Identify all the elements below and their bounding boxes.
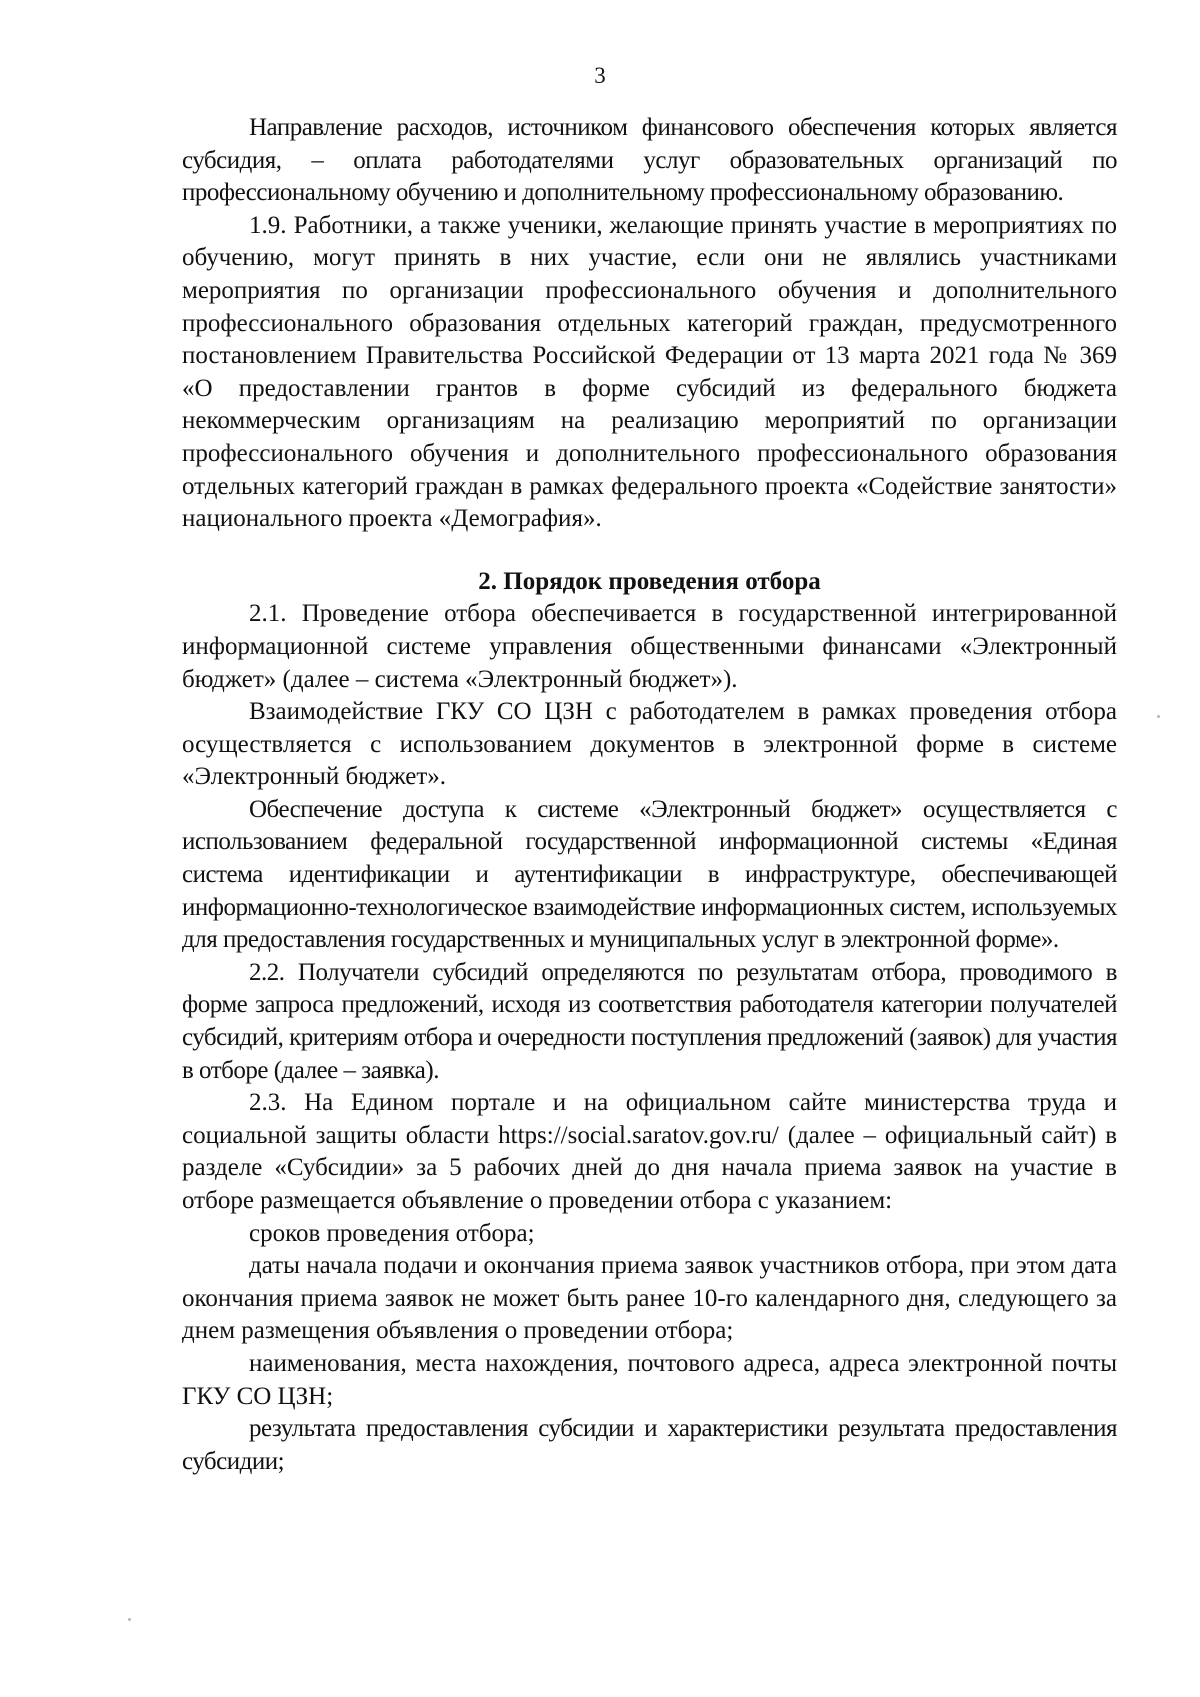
- paragraph-interaction: Взаимодействие ГКУ СО ЦЗН с работодателем в рамках проведения отбора осуществляется с использованием документов в электронной форме в системе «Электронный бюджет».: [182, 698, 1117, 791]
- list-item-dates: даты начала подачи и окончания приема заявок участников отбора, при этом дата окончания приема заявок не может быть ранее 10-го календарного дня, следующего за днем размещения объявления о проведении отбора;: [182, 1252, 1117, 1345]
- section-heading: 2. Порядок проведения отбора: [478, 567, 821, 595]
- document-body: [182, 112, 1117, 1478]
- list-item-terms: сроков проведения отбора;: [249, 1219, 535, 1247]
- scan-speck: [128, 1618, 131, 1621]
- scan-speck: [1157, 715, 1160, 718]
- paragraph-2-3: 2.3. На Едином портале и на официальном сайте министерства труда и социальной защиты области https://social.saratov.gov.ru/ (далее – официальный сайт) в разделе «Субсидии» за 5 рабочих дней до дня начала приема заявок на участие в отборе размещается объявление о проведении отбора с указанием:: [182, 1089, 1117, 1214]
- paragraph-2-1: 2.1. Проведение отбора обеспечивается в государственной интегрированной информационной системе управления общественными финансами «Электронный бюджет» (далее – система «Электронный бюджет»).: [182, 600, 1117, 693]
- paragraph-2-2: 2.2. Получатели субсидий определяются по результатам отбора, проводимого в форме запроса предложений, исходя из соответствия работодателя категории получателей субсидий, критериям отбора и очередности поступления предложений (заявок) для участия в отборе (далее – заявка).: [182, 958, 1117, 1084]
- paragraph-access: Обеспечение доступа к системе «Электронный бюджет» осуществляется с использованием федеральной государственной информационной системы «Единая система идентификации и аутентификации в инфраструктуре, обеспечивающей информационно-технологическое взаимодействие информационных систем, используемых для предоставления государственных и муниципальных услуг в электронной форме».: [182, 795, 1117, 954]
- page-number: 3: [594, 63, 606, 88]
- list-item-result: результата предоставления субсидии и характеристики результата предоставления субсидии;: [182, 1415, 1117, 1475]
- paragraph-1-9: 1.9. Работники, а также ученики, желающие принять участие в мероприятиях по обучению, могут принять в них участие, если они не являлись участниками мероприятия по организации профессионального обучения и дополнительного профессионального образования отдельных категорий граждан, предусмотренного постановлением Правительства Российской Федерации от 13 марта 2021 года № 369 «О предоставлении грантов в форме субсидий из федерального бюджета некоммерческим организациям на реализацию мероприятий по организации профессионального обучения и дополнительного профессионального образования отдельных категорий граждан в рамках федерального проекта «Содействие занятости» национального проекта «Демография».: [182, 211, 1117, 533]
- list-item-contacts: наименования, места нахождения, почтового адреса, адреса электронной почты ГКУ СО ЦЗН;: [182, 1349, 1117, 1410]
- paragraph-expense-direction: Направление расходов, источником финансового обеспечения которых является субсидия, – оплата работодателями услуг образовательных организаций по профессиональному обучению и дополнительному профессиональному образованию.: [182, 114, 1117, 207]
